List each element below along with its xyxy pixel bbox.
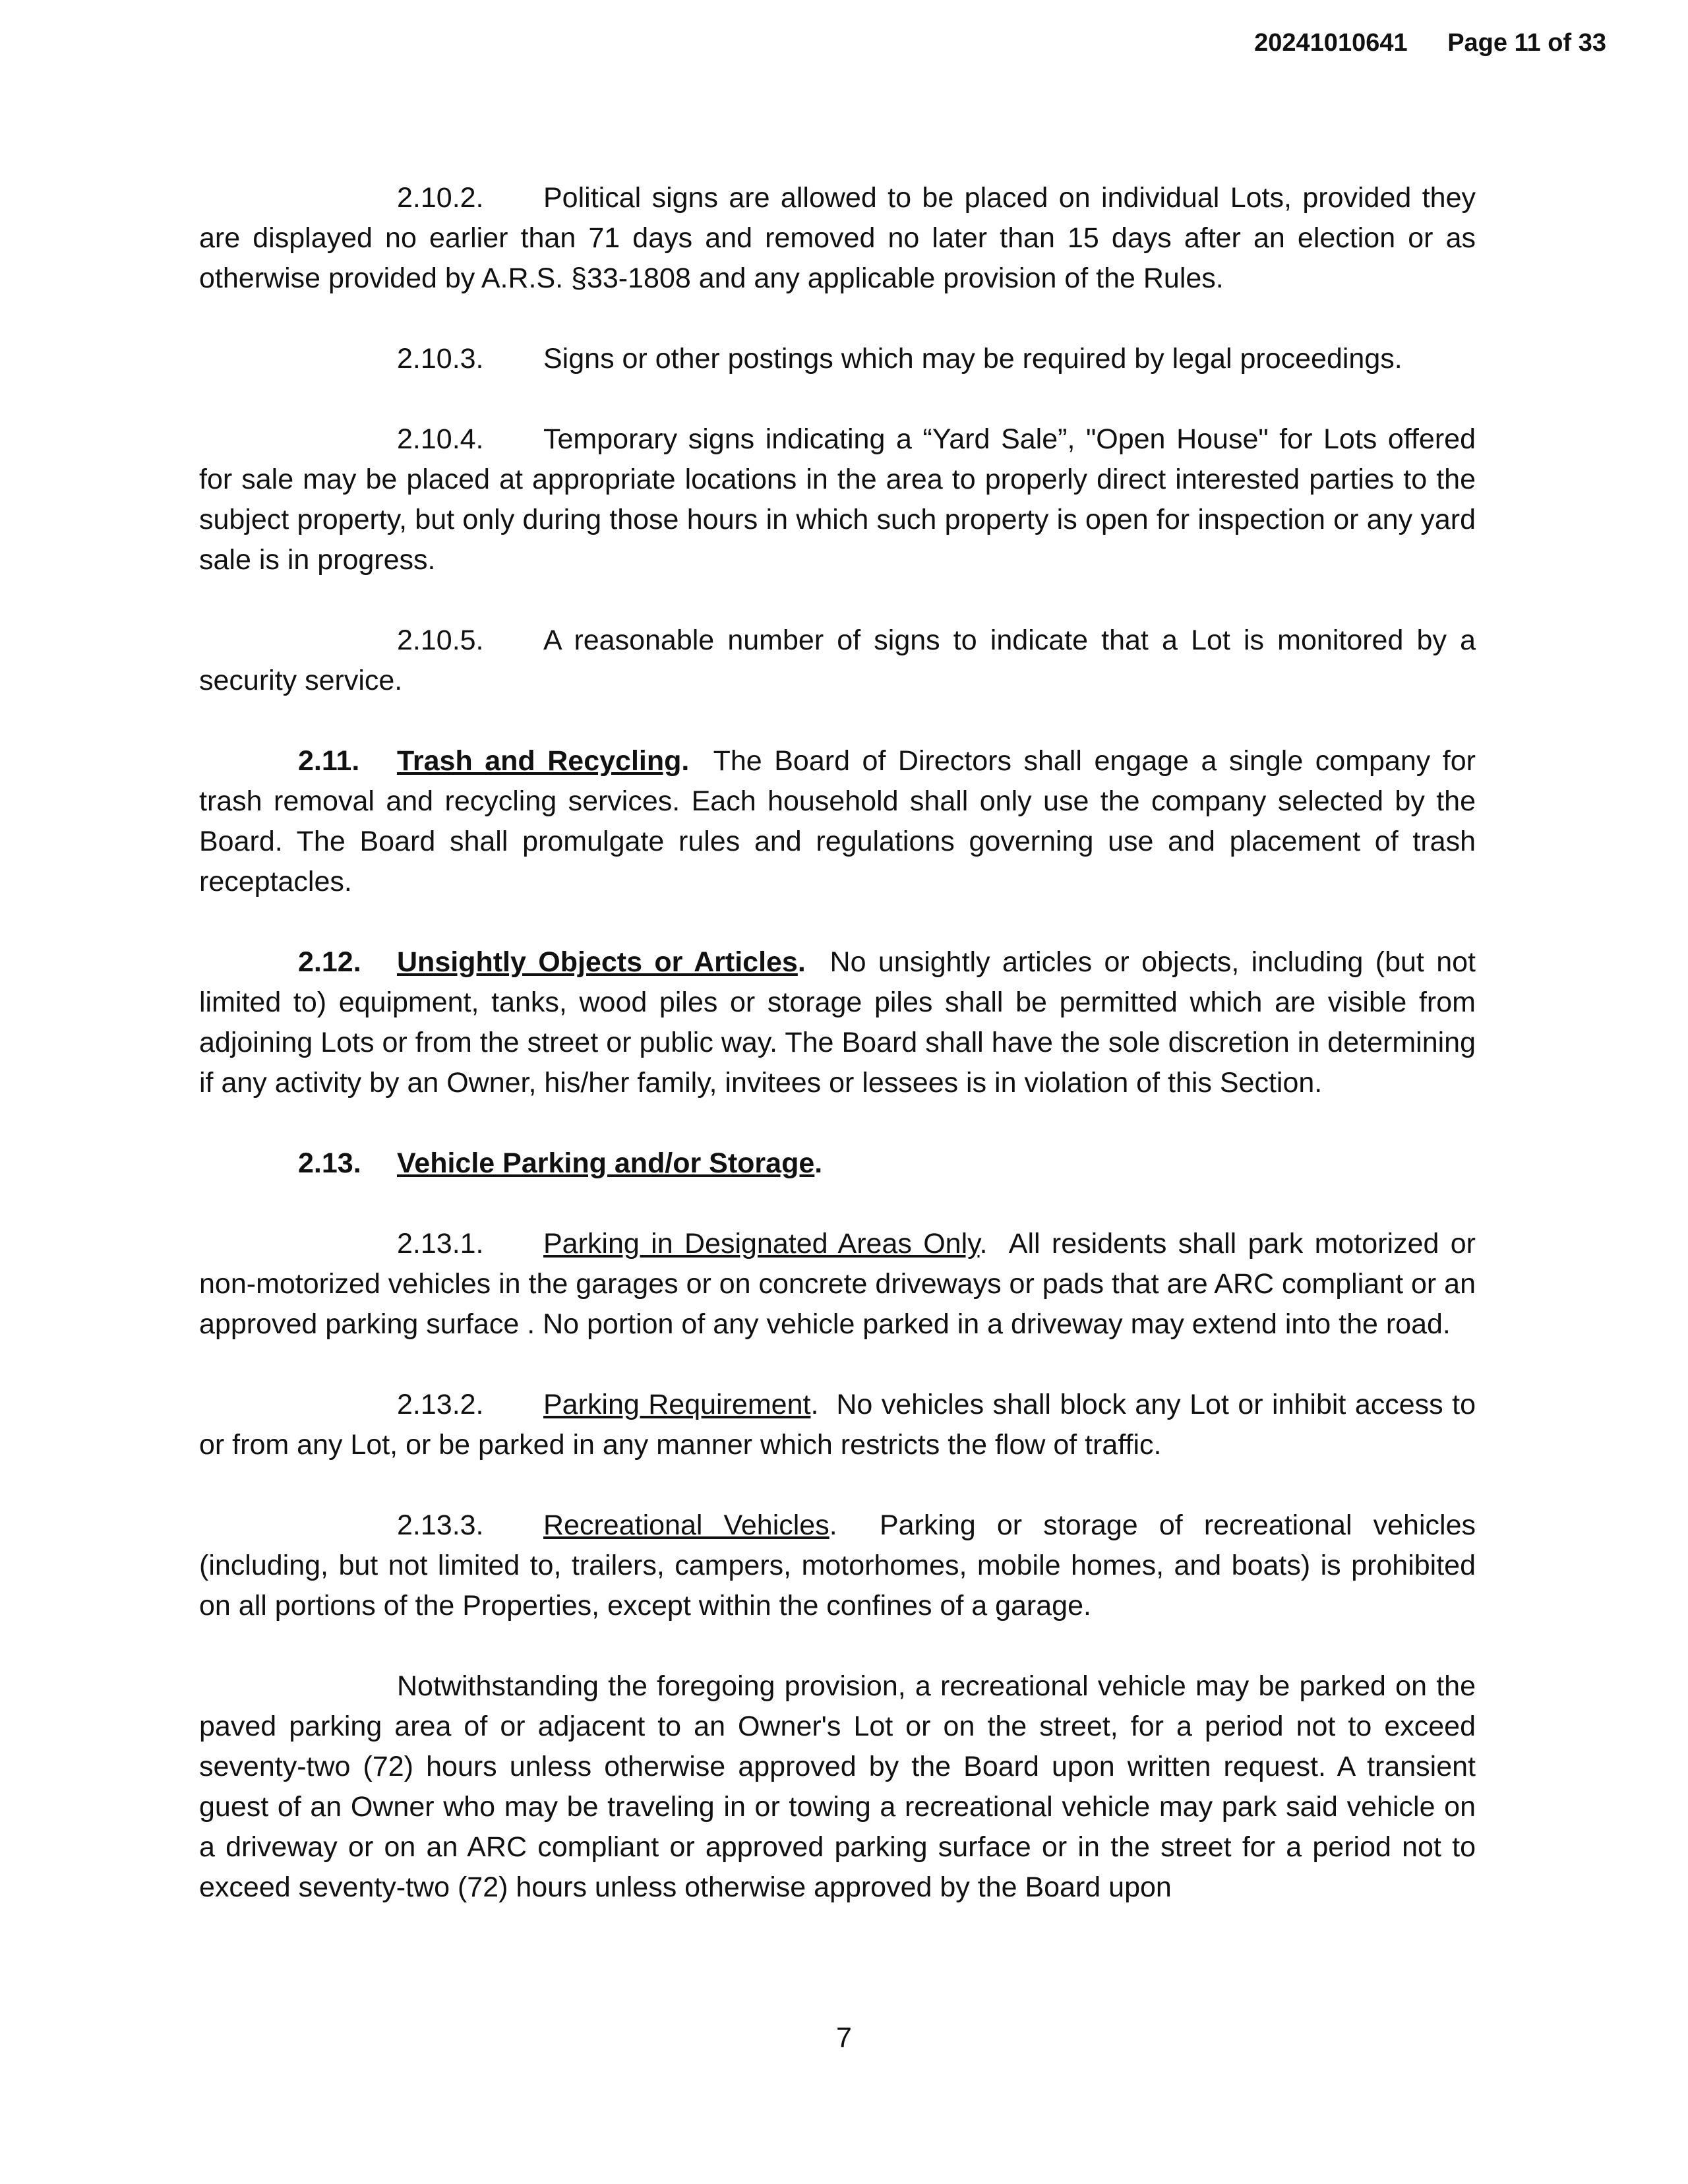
section-number: 2.11.: [298, 745, 360, 777]
section-title: Parking in Designated Areas Only: [543, 1228, 980, 1259]
section-2-13: 2.13. Vehicle Parking and/or Storage.: [199, 1143, 1476, 1184]
page-indicator: Page 11 of 33: [1447, 29, 1606, 57]
section-2-10-5: [199, 621, 1476, 701]
section-text: The Board of Directors shall engage a single company for trash removal and recycling services. Each household shall only use the company selected by the Board. The Board shall promulgate rules and regulations governing use and placement of trash receptacles.: [199, 745, 1476, 897]
section-number: 2.12.: [298, 946, 361, 978]
section-text: Parking or storage of recreational vehicles (including, but not limited to, trailers, campers, motorhomes, mobile homes, and boats) is prohibited on all portions of the Properties, except within the confines of a garage.: [199, 1509, 1476, 1622]
section-number: 2.10.5.: [397, 624, 484, 656]
section-title: Unsightly Objects or Articles: [397, 946, 798, 978]
section-title: Parking Requirement: [543, 1389, 811, 1420]
section-2-13-2: 2.13.2. Parking Requirement. No vehicles shall block any Lot or inhibit access to or from any Lot, or be parked in any manner which restricts the flow of traffic.: [199, 1385, 1476, 1465]
section-number: 2.10.3.: [397, 343, 484, 375]
section-number: 2.10.4.: [397, 423, 484, 455]
section-text: Political signs are allowed to be placed on individual Lots, provided they are displayed no earlier than 71 days and removed no later than 15 days after an election or as otherwise provided by A.R.S. §33-1808 and any applicable provision of the Rules.: [199, 182, 1476, 294]
section-2-10-2: [199, 178, 1476, 299]
section-2-11: 2.11. Trash and Recycling. The Board of Directors shall engage a single company for trash removal and recycling services. Each household shall only use the company selected by the Board. The Board shall promulgate rules and regulations governing use and placement of trash receptacles.: [199, 741, 1476, 902]
section-2-10-4: [199, 419, 1476, 580]
section-number: 2.13.2.: [397, 1389, 484, 1420]
section-text: A reasonable number of signs to indicate that a Lot is monitored by a security service.: [199, 624, 1476, 696]
section-2-12: 2.12. Unsightly Objects or Articles. No unsightly articles or objects, including (but not limited to) equipment, tanks, wood piles or storage piles shall be permitted which are visible from adjoining Lots or from the street or public way. The Board shall have the sole discretion in determining if any activity by an Owner, his/her family, invitees or lessees is in violation of this Section.: [199, 942, 1476, 1103]
section-title: Vehicle Parking and/or Storage: [397, 1147, 815, 1179]
section-text: No vehicles shall block any Lot or inhibit access to or from any Lot, or be parked in any manner which restricts the flow of traffic.: [199, 1389, 1476, 1461]
section-text: No unsightly articles or objects, including (but not limited to) equipment, tanks, wood piles or storage piles shall be permitted which are visible from adjoining Lots or from the street or public way. The Board shall have the sole discretion in determining if any activity by an Owner, his/her family, invitees or lessees is in violation of this Section.: [199, 946, 1476, 1099]
page-number: 7: [836, 2022, 852, 2053]
document-header: [1254, 29, 1606, 57]
section-number: 2.13.3.: [397, 1509, 484, 1541]
section-2-13-1: 2.13.1. Parking in Designated Areas Only. All residents shall park motorized or non-motorized vehicles in the garages or on concrete driveways or pads that are ARC compliant or an approved parking surface . No portion of any vehicle parked in a driveway may extend into the road.: [199, 1224, 1476, 1345]
section-text: Signs or other postings which may be required by legal proceedings.: [543, 343, 1402, 375]
notwithstanding-paragraph: [199, 1666, 1476, 1908]
document-body: [199, 178, 1476, 1948]
section-number: 2.13.: [298, 1147, 361, 1179]
section-2-13-3: 2.13.3. Recreational Vehicles. Parking or storage of recreational vehicles (including, but not limited to, trailers, campers, motorhomes, mobile homes, and boats) is prohibited on all portions of the Properties, except within the confines of a garage.: [199, 1505, 1476, 1626]
section-text: Temporary signs indicating a “Yard Sale”, "Open House" for Lots offered for sale may be placed at appropriate locations in the area to properly direct interested parties to the subject property, but only during those hours in which such property is open for inspection or any yard sale is in progress.: [199, 423, 1476, 576]
section-title: Trash and Recycling: [397, 745, 682, 777]
section-number: 2.13.1.: [397, 1228, 484, 1259]
section-text: All residents shall park motorized or non-motorized vehicles in the garages or on concrete driveways or pads that are ARC compliant or an approved parking surface . No portion of any vehicle parked in a driveway may extend into the road.: [199, 1228, 1476, 1340]
paragraph-text: Notwithstanding the foregoing provision, a recreational vehicle may be parked on the paved parking area of or adjacent to an Owner's Lot or on the street, for a period not to exceed seventy-two (72) hours unless otherwise approved by the Board upon written request. A transient guest of an Owner who may be traveling in or towing a recreational vehicle may park said vehicle on a driveway or on an ARC compliant or approved parking surface or in the street for a period not to exceed seventy-two (72) hours unless otherwise approved by the Board upon: [199, 1670, 1476, 1903]
section-2-10-3: [199, 339, 1476, 379]
document-number: 20241010641: [1254, 29, 1408, 57]
section-number: 2.10.2.: [397, 182, 484, 214]
section-title: Recreational Vehicles: [543, 1509, 829, 1541]
